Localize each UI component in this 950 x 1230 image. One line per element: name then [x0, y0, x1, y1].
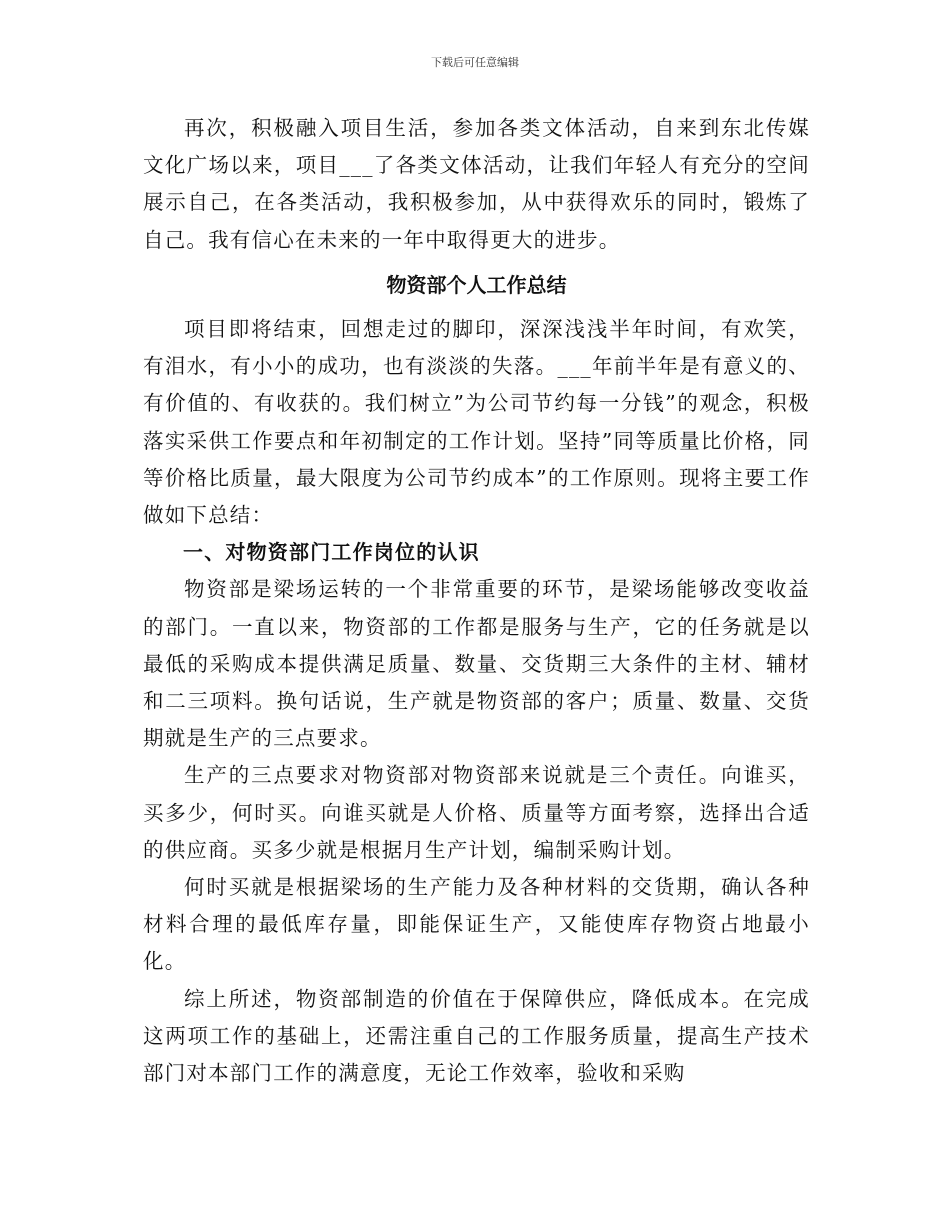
section-heading-1: 一、对物资部门工作岗位的认识 [183, 540, 480, 565]
paragraph-conclusion: 综上所述，物资部制造的价值在于保障供应，降低成本。在完成这两项工作的基础上，还需注重自己的工作服务质量，提高生产技术部门对本部门工作的满意度，无论工作效率，验收和采购 [143, 986, 810, 1086]
document-title: 物资部个人工作总结 [386, 272, 567, 297]
paragraph-when-to-buy: 何时买就是根据梁场的生产能力及各种材料的交货期，确认各种材料合理的最低库存量，即能保证生产，又能使库存物资占地最小化。 [143, 875, 810, 974]
paragraph-intro: 再次，积极融入项目生活，参加各类文体活动，自来到东北传媒文化广场以来，项目___了各类文体活动，让我们年轻人有充分的空间展示自己，在各类活动，我积极参加，从中获得欢乐的同时，锻炼了自己。我有信心在未来的一年中取得更大的进步。 [143, 116, 810, 252]
page-header: 下载后可任意编辑 [431, 56, 519, 69]
paragraph-department-role: 物资部是梁场运转的一个非常重要的环节，是梁场能够改变收益的部门。一直以来，物资部的工作都是服务与生产，它的任务就是以最低的采购成本提供满足质量、数量、交货期三大条件的主材、辅材和二三项料。换句话说，生产就是物资部的客户；质量、数量、交货期就是生产的三点要求。 [143, 577, 810, 751]
paragraph-three-responsibilities: 生产的三点要求对物资部对物资部来说就是三个责任。向谁买，买多少，何时买。向谁买就是人价格、质量等方面考察，选择出合适的供应商。买多少就是根据月生产计划，编制采购计划。 [143, 763, 810, 862]
document-body [143, 110, 810, 1092]
paragraph-summary-opening: 项目即将结束，回想走过的脚印，深深浅浅半年时间，有欢笑，有泪水，有小小的成功，也有淡淡的失落。___年前半年是有意义的、有价值的、有收获的。我们树立”为公司节约每一分钱”的观念，积极落实采供工作要点和年初制定的工作计划。坚持”同等质量比价格，同等价格比质量，最大限度为公司节约成本”的工作原则。现将主要工作做如下总结： [143, 317, 810, 528]
